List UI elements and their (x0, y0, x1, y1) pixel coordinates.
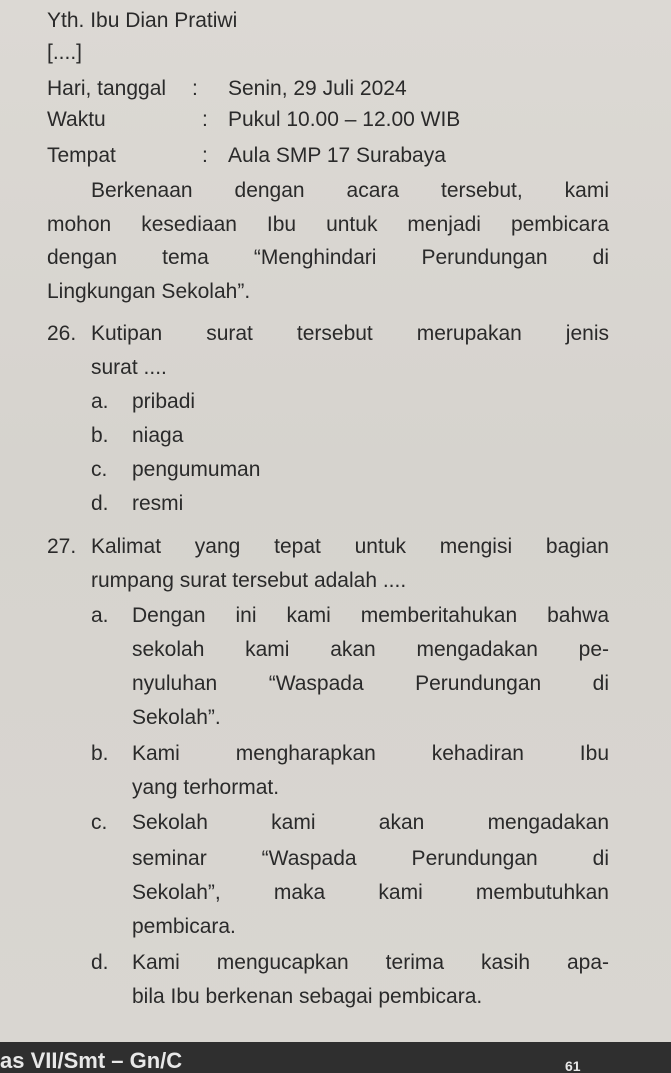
option-letter: a. (91, 390, 109, 413)
addressee: Yth. Ibu Dian Pratiwi (47, 9, 238, 32)
page-number: 61 (565, 1058, 581, 1073)
option-letter: c. (91, 458, 108, 481)
place-separator: : (202, 144, 208, 167)
option-text: pengumuman (132, 458, 261, 481)
option-letter: a. (91, 604, 109, 627)
option-text: niaga (132, 424, 184, 447)
option-text: Kami mengharapkan kehadiran Ibu (132, 742, 609, 765)
option-text: Sekolah”. (132, 706, 221, 729)
option-text: Dengan ini kami memberitahukan bahwa (132, 604, 609, 627)
option-letter: c. (91, 811, 108, 834)
option-text: Sekolah kami akan mengadakan (132, 811, 609, 834)
option-text: sekolah kami akan mengadakan pe- (132, 638, 609, 661)
question-26-text: surat .... (91, 356, 167, 379)
option-text: pribadi (132, 390, 196, 413)
footer-class-label: as VII/Smt – Gn/C (0, 1048, 183, 1073)
option-letter: b. (91, 424, 109, 447)
option-text: Sekolah”, maka kami membutuhkan (132, 881, 609, 904)
paragraph-line: dengan tema “Menghindari Perundungan di (47, 246, 609, 269)
time-label: Waktu (47, 108, 106, 131)
question-26-number: 26. (47, 322, 77, 345)
question-27-text: Kalimat yang tepat untuk mengisi bagian (91, 535, 609, 558)
ellipsis: [....] (47, 41, 83, 64)
place-value: Aula SMP 17 Surabaya (228, 144, 446, 167)
option-text: seminar “Waspada Perundungan di (132, 847, 609, 870)
question-27-text: rumpang surat tersebut adalah .... (91, 569, 407, 592)
date-separator: : (192, 77, 198, 100)
paragraph-line: Lingkungan Sekolah”. (47, 280, 251, 303)
question-26-text: Kutipan surat tersebut merupakan jenis (91, 322, 609, 345)
date-label: Hari, tanggal (47, 77, 167, 100)
option-text: bila Ibu berkenan sebagai pembicara. (132, 985, 483, 1008)
option-letter: d. (91, 951, 109, 974)
time-separator: : (202, 108, 208, 131)
option-text: nyuluhan “Waspada Perundungan di (132, 672, 609, 695)
option-text: yang terhormat. (132, 776, 280, 799)
paragraph-line: mohon kesediaan Ibu untuk menjadi pembicara (47, 213, 609, 236)
option-text: pembicara. (132, 915, 236, 938)
option-letter: b. (91, 742, 109, 765)
option-text: resmi (132, 492, 184, 515)
option-text: Kami mengucapkan terima kasih apa- (132, 951, 609, 974)
place-label: Tempat (47, 144, 116, 167)
option-letter: d. (91, 492, 109, 515)
question-27-number: 27. (47, 535, 77, 558)
time-value: Pukul 10.00 – 12.00 WIB (228, 108, 461, 131)
date-value: Senin, 29 Juli 2024 (228, 77, 407, 100)
paragraph-line: Berkenaan dengan acara tersebut, kami (91, 179, 609, 202)
